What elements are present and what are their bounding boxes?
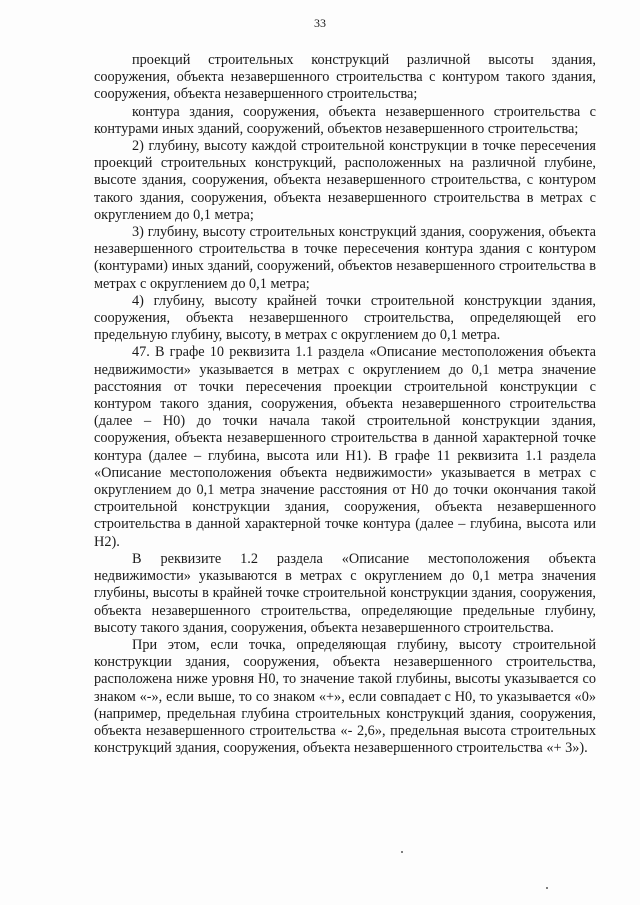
paragraph-item-4: 4) глубину, высоту крайней точки строительной конструкции здания, сооружения, объекта незавершенного строительства, определяющей его предельную глубину, высоту, в метрах с округлением до 0,1 метра. [94,292,596,344]
scan-speck [401,851,403,853]
page-number: 33 [314,16,326,30]
paragraph-requisite-1-2: В реквизите 1.2 раздела «Описание местоположения объекта недвижимости» указываются в метрах с округлением до 0,1 метра значения глубины, высоты в крайней точке строительной конструкции здания, сооружения, объекта незавершенного строительства, определяющие предельные глубину, высоту такого здания, сооружения, объекта незавершенного строительства. [94,550,596,636]
document-body [94,52,596,757]
paragraph-contour: контура здания, сооружения, объекта незавершенного строительства с контурами иных зданий, сооружений, объектов незавершенного строительства; [94,103,596,137]
paragraph-clause-47: 47. В графе 10 реквизита 1.1 раздела «Описание местоположения объекта недвижимости» указывается в метрах с округлением до 0,1 метра значение расстояния от точки пересечения проекции строительной конструкции с контуром такого здания, сооружения, объекта незавершенного строительства (далее – Н0) до точки начала такой строительной конструкции здания, сооружения, объекта незавершенного строительства в данной характерной точке контура (далее – глубина, высота или Н1). В графе 11 реквизита 1.1 раздела «Описание местоположения объекта недвижимости» указывается в метрах с округлением до 0,1 метра значение расстояния от Н0 до точки окончания такой строительной конструкции здания, сооружения, объекта незавершенного строительства в данной характерной точке контура (далее – глубина, высота или Н2). [94,344,596,550]
scan-speck [546,887,548,889]
paragraph-item-2: 2) глубину, высоту каждой строительной конструкции в точке пересечения проекций строительных конструкций, расположенных на различной глубине, высоте здания, сооружения, объекта незавершенного строительства, с контуром такого здания, сооружения, объекта незавершенного строительства в метрах с округлением до 0,1 метра; [94,138,596,223]
paragraph-sign-rules: При этом, если точка, определяющая глубину, высоту строительной конструкции здания, сооружения, объекта незавершенного строительства, расположена ниже уровня Н0, то значение такой глубины, высоты указывается со знаком «-», если выше, то со знаком «+», если совпадает с Н0, то указывается «0» (например, предельная глубина строительных конструкций здания, сооружения, объекта незавершенного строительства «- 2,6», предельная высота строительных конструкций здания, сооружения, объекта незавершенного строительства «+ 3»). [94,636,596,757]
paragraph-projections: проекций строительных конструкций различной высоты здания, сооружения, объекта незавершенного строительства с контуром такого здания, сооружения, объекта незавершенного строительства; [94,52,596,103]
paragraph-item-3: 3) глубину, высоту строительных конструкций здания, сооружения, объекта незавершенного строительства в точке пересечения контура здания с контуром (контурами) иных зданий, сооружений, объектов незавершенного строительства в метрах с округлением до 0,1 метра; [94,224,596,292]
